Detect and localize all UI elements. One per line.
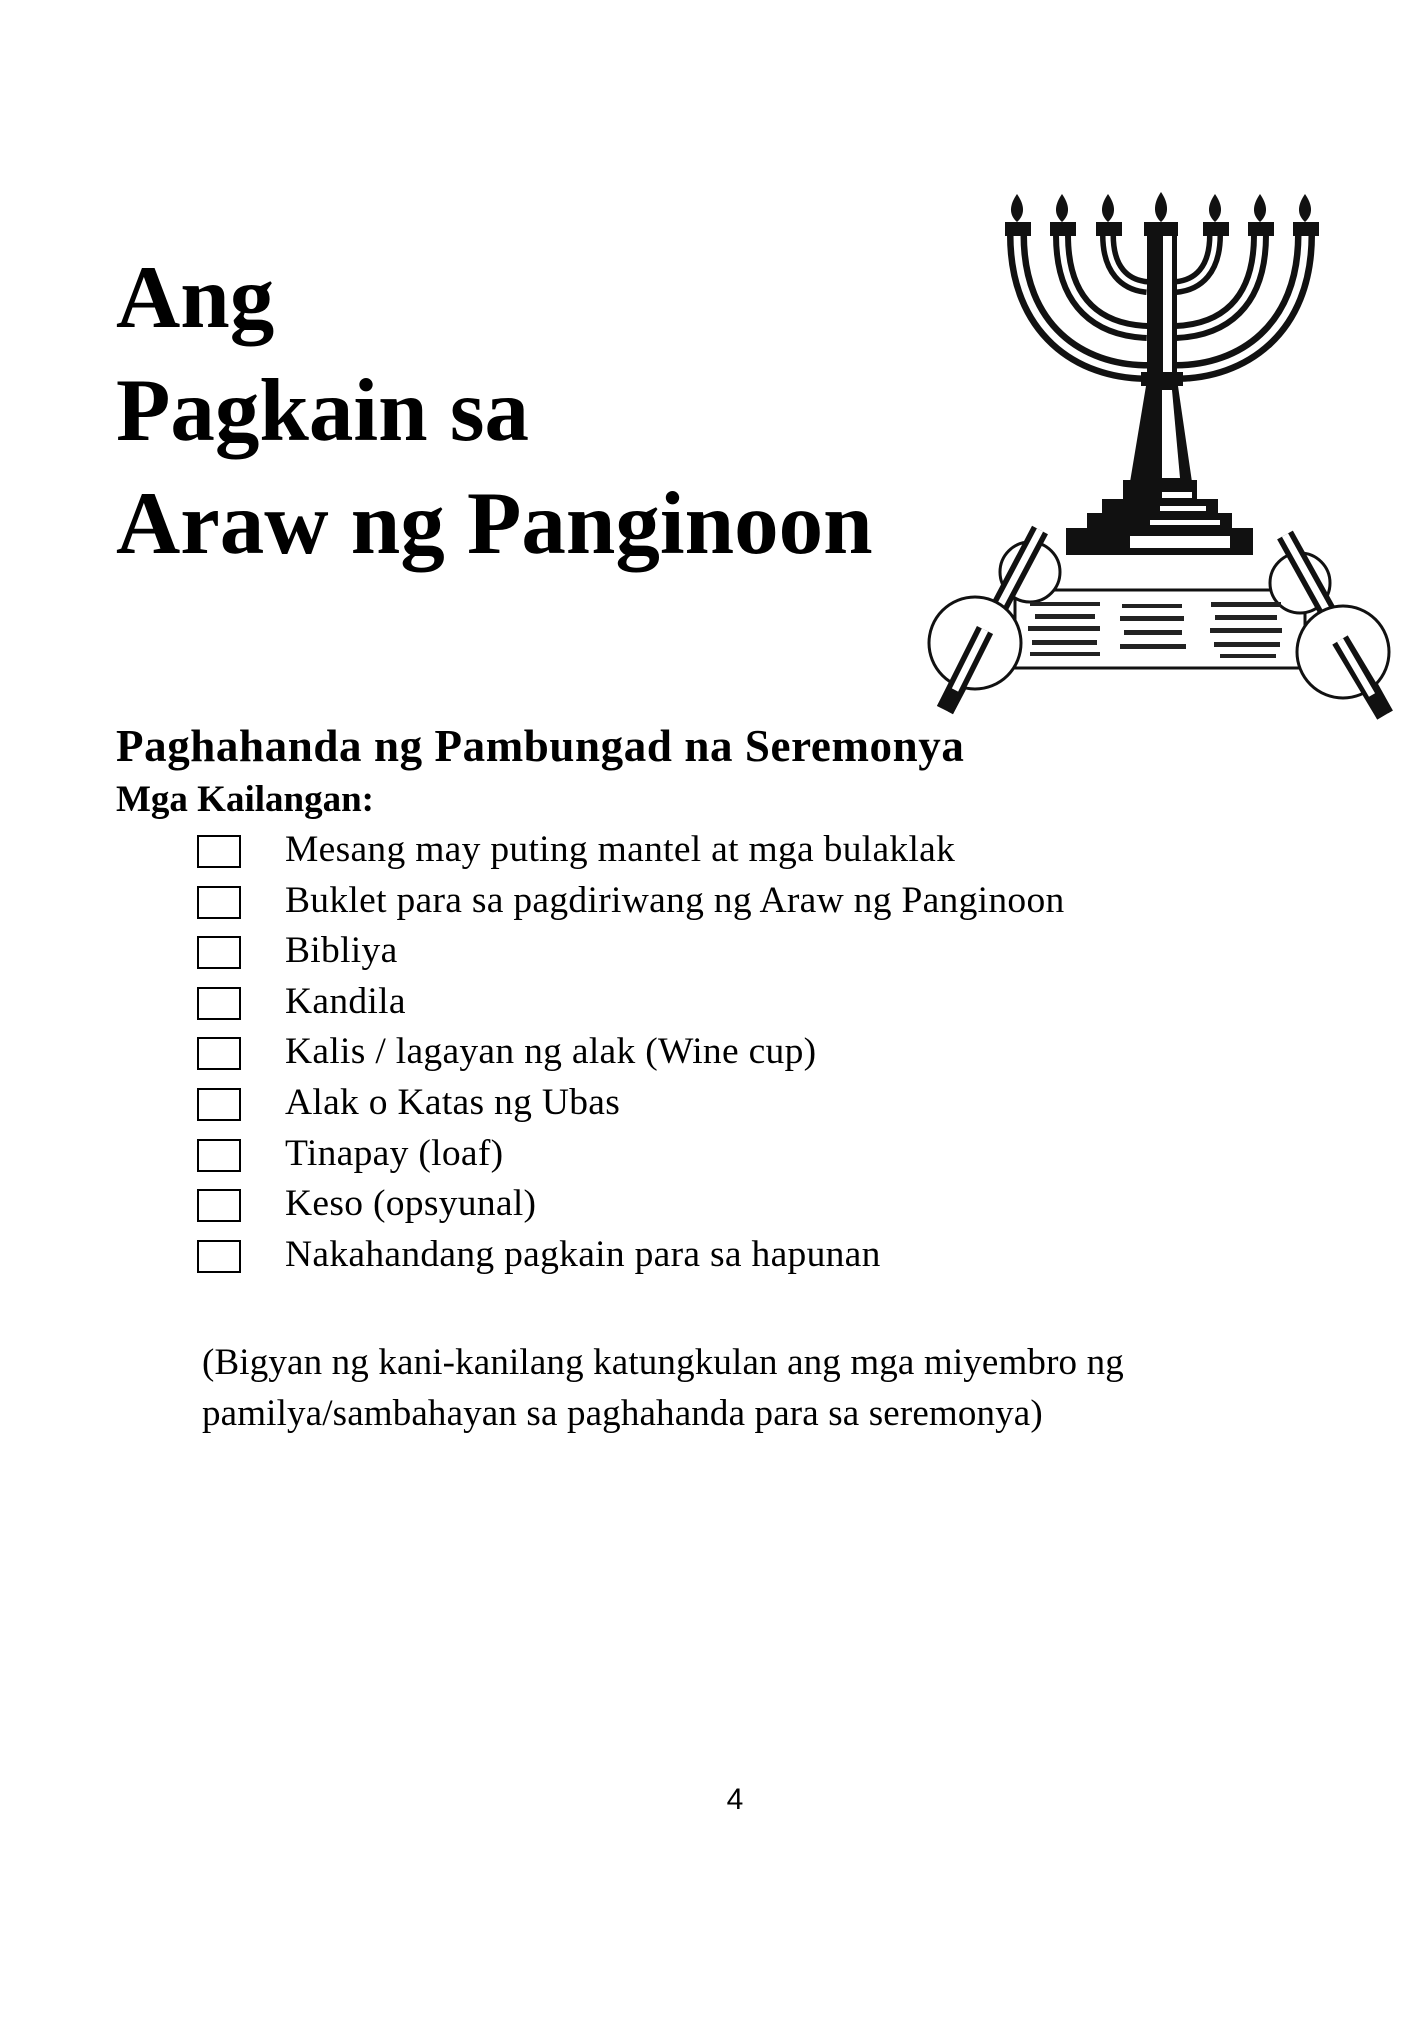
- page-number: 4: [726, 1783, 744, 1816]
- instruction-note-line: (Bigyan ng kani-kanilang katungkulan ang mga miyembro ng: [202, 1342, 1124, 1383]
- checklist-item-label: Kandila: [285, 980, 406, 1022]
- title-line-1: Ang: [116, 249, 275, 347]
- checkbox[interactable]: [197, 1088, 241, 1121]
- needs-label: Mga Kailangan:: [116, 779, 374, 820]
- section-heading: Paghahanda ng Pambungad na Seremonya: [116, 721, 965, 771]
- checklist-item-label: Tinapay (loaf): [285, 1132, 504, 1174]
- checklist-item-label: Alak o Katas ng Ubas: [285, 1081, 621, 1123]
- instruction-note-line: pamilya/sambahayan sa paghahanda para sa seremonya): [202, 1393, 1043, 1434]
- checklist-item-label: Buklet para sa pagdiriwang ng Araw ng Panginoon: [285, 879, 1065, 921]
- checkbox[interactable]: [197, 1139, 241, 1172]
- instruction-note: [202, 1337, 1302, 1439]
- title-line-2: Pagkain sa: [116, 362, 529, 460]
- checkbox[interactable]: [197, 987, 241, 1020]
- checkbox[interactable]: [197, 1240, 241, 1273]
- checkbox[interactable]: [197, 886, 241, 919]
- checklist-item-label: Bibliya: [285, 930, 398, 972]
- checkbox[interactable]: [197, 835, 241, 868]
- checkbox[interactable]: [197, 1037, 241, 1070]
- menorah-with-torah-scroll-icon: [920, 180, 1400, 730]
- checkbox[interactable]: [197, 936, 241, 969]
- checklist-item-label: Mesang may puting mantel at mga bulaklak: [285, 829, 956, 870]
- checklist-item-label: Keso (opsyunal): [285, 1183, 537, 1225]
- checklist-item-label: Nakahandang pagkain para sa hapunan: [285, 1233, 881, 1275]
- checkbox[interactable]: [197, 1189, 241, 1222]
- title-line-3: Araw ng Panginoon: [116, 475, 873, 573]
- checklist-item-label: Kalis / lagayan ng alak (Wine cup): [285, 1031, 817, 1073]
